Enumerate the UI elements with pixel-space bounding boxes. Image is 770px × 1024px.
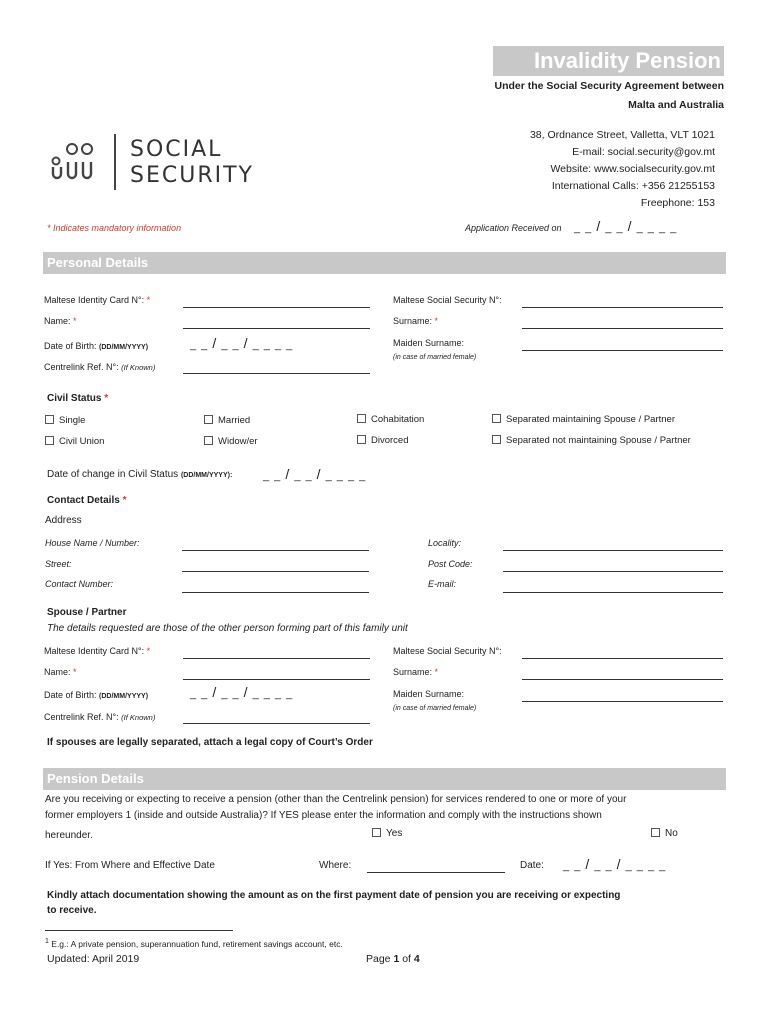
spouse-dob-field[interactable]: _ _ / _ _ / _ _ _ _ bbox=[190, 684, 294, 700]
spouse-surname-field[interactable] bbox=[522, 679, 723, 680]
civil-status-title: Civil Status * bbox=[47, 393, 109, 404]
spouse-name-field[interactable] bbox=[183, 679, 370, 680]
attach-note-line1: Kindly attach documentation showing the amount as on the first payment date of pension you are receiving or expecting bbox=[47, 890, 621, 901]
ss-number-field[interactable] bbox=[522, 307, 723, 308]
pension-date-field[interactable]: _ _ / _ _ / _ _ _ _ bbox=[563, 856, 667, 872]
street-label: Street: bbox=[45, 559, 72, 569]
civil-cohabitation-checkbox[interactable]: Cohabitation bbox=[357, 414, 424, 425]
dob-label: Date of Birth: (DD/MM/YYYY) bbox=[44, 341, 149, 351]
civil-change-date[interactable]: _ _ / _ _ / _ _ _ _ bbox=[263, 466, 367, 482]
house-field[interactable] bbox=[182, 550, 369, 551]
checkbox-icon bbox=[45, 436, 54, 445]
spouse-ss-number-field[interactable] bbox=[522, 658, 723, 659]
spouse-description: The details requested are those of the other person forming part of this family unit bbox=[47, 623, 408, 634]
application-received-date[interactable]: _ _ / _ _ / _ _ _ _ bbox=[574, 218, 678, 234]
postcode-label: Post Code: bbox=[428, 559, 473, 569]
spouse-title: Spouse / Partner bbox=[47, 607, 127, 618]
spouse-dob-label: Date of Birth: (DD/MM/YYYY) bbox=[44, 690, 149, 700]
updated-date: Updated: April 2019 bbox=[47, 953, 140, 965]
contact-details-title: Contact Details * bbox=[47, 495, 127, 506]
where-field[interactable] bbox=[367, 872, 505, 873]
application-received-label: Application Received on bbox=[465, 223, 562, 233]
pension-date-label: Date: bbox=[520, 860, 544, 871]
spouse-surname-label: Surname: * bbox=[393, 667, 439, 677]
street-field[interactable] bbox=[182, 571, 369, 572]
international-calls: International Calls: +356 21255153 bbox=[551, 180, 715, 192]
contact-email-field[interactable] bbox=[503, 592, 723, 593]
postcode-field[interactable] bbox=[503, 571, 723, 572]
spouse-maiden-label: Maiden Surname: bbox=[393, 689, 465, 699]
civil-widower-checkbox[interactable]: Widow/er bbox=[204, 436, 258, 447]
contact-number-label: Contact Number: bbox=[45, 579, 114, 589]
address-label: Address bbox=[45, 515, 82, 526]
centrelink-field[interactable] bbox=[183, 373, 370, 374]
spouse-maiden-field[interactable] bbox=[522, 701, 723, 702]
pension-yes-checkbox[interactable]: Yes bbox=[372, 828, 402, 839]
spouse-centrelink-label: Centrelink Ref. N°: (If Known) bbox=[44, 712, 156, 722]
ss-number-label: Maltese Social Security N°: bbox=[393, 295, 502, 305]
contact-number-field[interactable] bbox=[182, 592, 369, 593]
spouse-id-card-label: Maltese Identity Card N°: * bbox=[44, 646, 151, 656]
pension-question-line1: Are you receiving or expecting to receive a pension (other than the Centrelink pension) for services rendered to one or more of your bbox=[45, 794, 627, 805]
checkbox-icon bbox=[492, 414, 501, 423]
maiden-surname-field[interactable] bbox=[522, 350, 723, 351]
checkbox-icon bbox=[357, 435, 366, 444]
civil-separated-maintaining-checkbox[interactable]: Separated maintaining Spouse / Partner bbox=[492, 414, 675, 425]
locality-label: Locality: bbox=[428, 538, 462, 548]
checkbox-icon bbox=[357, 414, 366, 423]
dob-field[interactable]: _ _ / _ _ / _ _ _ _ bbox=[190, 335, 294, 351]
if-yes-label: If Yes: From Where and Effective Date bbox=[45, 860, 215, 871]
maiden-note: (in case of married female) bbox=[393, 354, 477, 361]
form-title: Invalidity Pension bbox=[493, 46, 724, 76]
pension-question-line2: former employers 1 (inside and outside Australia)? If YES please enter the information and comply with the instructions shown bbox=[45, 810, 602, 821]
id-card-label: Maltese Identity Card N°: * bbox=[44, 295, 151, 305]
civil-single-checkbox[interactable]: Single bbox=[45, 415, 85, 426]
spouse-name-label: Name: * bbox=[44, 667, 77, 677]
checkbox-icon bbox=[204, 436, 213, 445]
spouse-id-card-field[interactable] bbox=[183, 658, 370, 659]
maiden-surname-label: Maiden Surname: bbox=[393, 338, 465, 348]
civil-separated-not-maintaining-checkbox[interactable]: Separated not maintaining Spouse / Partner bbox=[492, 435, 691, 446]
pension-details-header: Pension Details bbox=[43, 768, 726, 790]
house-label: House Name / Number: bbox=[45, 538, 140, 548]
civil-married-checkbox[interactable]: Married bbox=[204, 415, 250, 426]
civil-divorced-checkbox[interactable]: Divorced bbox=[357, 435, 409, 446]
contact-email-label: E-mail: bbox=[428, 579, 457, 589]
mandatory-note: * Indicates mandatory information bbox=[47, 223, 182, 233]
checkbox-icon bbox=[45, 415, 54, 424]
pension-no-checkbox[interactable]: No bbox=[651, 828, 678, 839]
personal-details-header: Personal Details bbox=[43, 252, 726, 274]
logo-text-line1: SOCIAL bbox=[130, 137, 223, 162]
where-label: Where: bbox=[319, 860, 352, 871]
checkbox-icon bbox=[204, 415, 213, 424]
centrelink-label: Centrelink Ref. N°: (If Known) bbox=[44, 362, 156, 372]
checkbox-icon bbox=[492, 435, 501, 444]
separated-note: If spouses are legally separated, attach a legal copy of Court’s Order bbox=[47, 737, 373, 748]
website-info: Website: www.socialsecurity.gov.mt bbox=[550, 163, 715, 175]
attach-note-line2: to receive. bbox=[47, 905, 97, 916]
surname-label: Surname: * bbox=[393, 316, 439, 326]
subtitle-line2: Malta and Australia bbox=[628, 99, 724, 111]
id-card-field[interactable] bbox=[183, 307, 370, 308]
footnote: $^1$ E.g.: A private pension, superannuation fund, retirement savings account, etc. bbox=[45, 938, 343, 949]
spouse-centrelink-field[interactable] bbox=[183, 723, 370, 724]
page-number: Page 1 of 4 bbox=[366, 953, 420, 965]
address: 38, Ordnance Street, Valletta, VLT 1021 bbox=[529, 129, 715, 141]
checkbox-icon bbox=[651, 828, 660, 837]
logo-mark-icon bbox=[50, 140, 102, 182]
civil-union-checkbox[interactable]: Civil Union bbox=[45, 436, 104, 447]
logo-divider bbox=[114, 134, 116, 190]
footnote-separator bbox=[45, 930, 233, 931]
spouse-ss-number-label: Maltese Social Security N°: bbox=[393, 646, 502, 656]
civil-change-label: Date of change in Civil Status (DD/MM/YYYY): bbox=[47, 469, 233, 480]
spouse-maiden-note: (in case of married female) bbox=[393, 705, 477, 712]
subtitle-line1: Under the Social Security Agreement between bbox=[494, 80, 724, 92]
name-field[interactable] bbox=[183, 328, 370, 329]
checkbox-icon bbox=[372, 828, 381, 837]
email-info: E-mail: social.security@gov.mt bbox=[572, 146, 715, 158]
logo-text-line2: SECURITY bbox=[130, 163, 254, 188]
pension-question-line3: hereunder. bbox=[45, 830, 93, 841]
name-label: Name: * bbox=[44, 316, 77, 326]
locality-field[interactable] bbox=[503, 550, 723, 551]
freephone: Freephone: 153 bbox=[640, 197, 715, 209]
surname-field[interactable] bbox=[522, 328, 723, 329]
